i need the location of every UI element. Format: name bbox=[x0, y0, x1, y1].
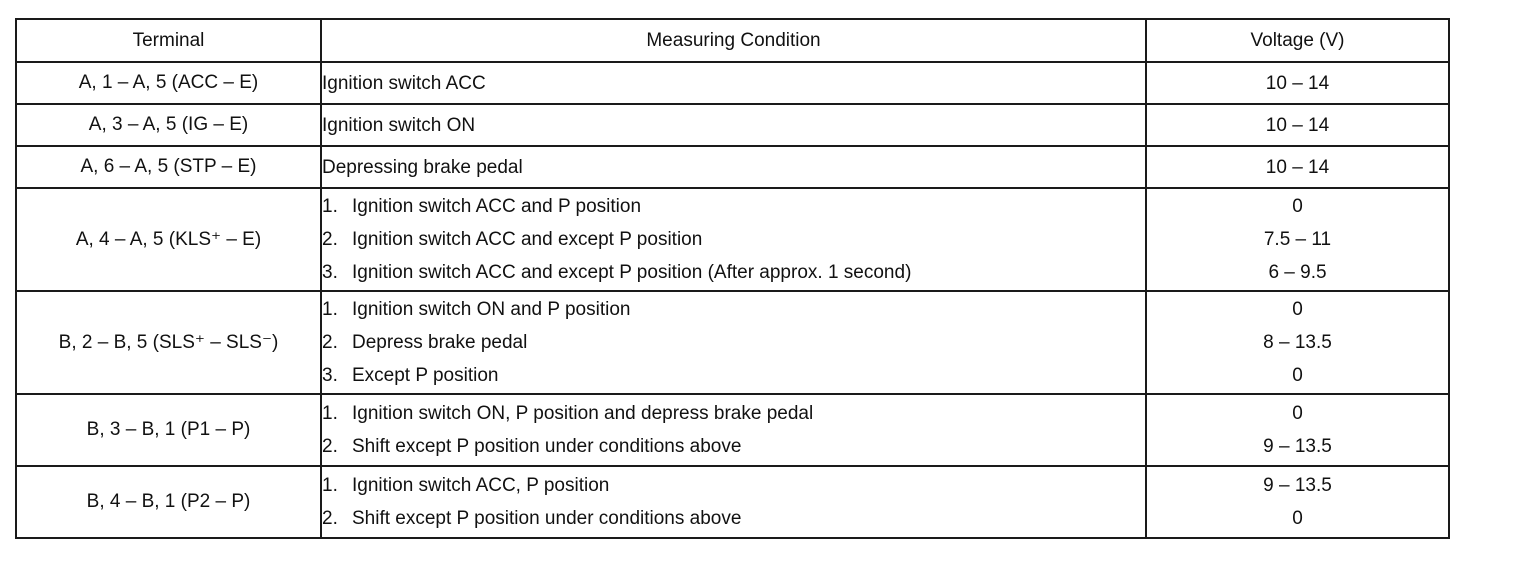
table-row bbox=[16, 104, 1449, 146]
condition-line bbox=[322, 190, 1145, 223]
voltage-cell bbox=[1146, 394, 1449, 466]
condition-line bbox=[322, 293, 1145, 326]
voltage-value: 8 – 13.5 bbox=[1263, 332, 1332, 353]
voltage-value: 10 – 14 bbox=[1265, 156, 1330, 178]
voltage-cell bbox=[1146, 188, 1449, 291]
table-row bbox=[16, 188, 1449, 291]
terminal-cell: B, 3 – B, 1 (P1 – P) bbox=[16, 394, 321, 466]
terminal-cell: A, 3 – A, 5 (IG – E) bbox=[16, 104, 321, 146]
condition-line bbox=[322, 397, 1145, 430]
condition-number: 2. bbox=[322, 508, 338, 529]
condition-line bbox=[322, 326, 1145, 359]
voltage-value: 9 – 13.5 bbox=[1263, 475, 1332, 496]
condition-text: Except P position bbox=[352, 365, 499, 386]
condition-text: Ignition switch ON bbox=[322, 114, 476, 136]
header-measuring-condition: Measuring Condition bbox=[321, 19, 1146, 62]
condition-number: 1. bbox=[322, 475, 338, 496]
voltage-value: 0 bbox=[1292, 196, 1303, 217]
header-row bbox=[16, 19, 1449, 62]
terminal-cell: A, 6 – A, 5 (STP – E) bbox=[16, 146, 321, 188]
condition-number: 3. bbox=[322, 365, 338, 386]
condition-cell bbox=[321, 104, 1146, 146]
voltage-value: 9 – 13.5 bbox=[1263, 436, 1332, 457]
voltage-cell bbox=[1146, 62, 1449, 104]
voltage-cell bbox=[1146, 104, 1449, 146]
header-terminal: Terminal bbox=[16, 19, 321, 62]
voltage-value: 0 bbox=[1292, 299, 1303, 320]
condition-number: 1. bbox=[322, 299, 338, 320]
voltage-cell bbox=[1146, 146, 1449, 188]
condition-line bbox=[322, 502, 1145, 535]
condition-line bbox=[322, 469, 1145, 502]
terminal-cell: B, 4 – B, 1 (P2 – P) bbox=[16, 466, 321, 538]
table-row bbox=[16, 62, 1449, 104]
terminal-cell: A, 4 – A, 5 (KLS⁺ – E) bbox=[16, 188, 321, 291]
condition-text: Depress brake pedal bbox=[352, 332, 528, 353]
condition-text: Ignition switch ON and P position bbox=[352, 299, 631, 320]
condition-number: 3. bbox=[322, 262, 338, 283]
voltage-value: 0 bbox=[1292, 508, 1303, 529]
header-voltage: Voltage (V) bbox=[1146, 19, 1449, 62]
table-row bbox=[16, 394, 1449, 466]
condition-text: Ignition switch ACC and P position bbox=[352, 196, 642, 217]
table-row bbox=[16, 466, 1449, 538]
voltage-value: 6 – 9.5 bbox=[1268, 262, 1327, 283]
condition-cell bbox=[321, 291, 1146, 394]
condition-text: Ignition switch ACC, P position bbox=[352, 475, 610, 496]
voltage-value: 7.5 – 11 bbox=[1263, 229, 1332, 250]
condition-number: 2. bbox=[322, 332, 338, 353]
condition-number: 1. bbox=[322, 196, 338, 217]
condition-cell bbox=[321, 394, 1146, 466]
condition-text: Shift except P position under conditions above bbox=[352, 436, 742, 457]
voltage-value: 0 bbox=[1292, 365, 1303, 386]
voltage-cell bbox=[1146, 466, 1449, 538]
condition-line bbox=[322, 359, 1145, 392]
terminal-voltage-table bbox=[15, 18, 1450, 539]
table-row bbox=[16, 146, 1449, 188]
condition-number: 1. bbox=[322, 403, 338, 424]
voltage-cell bbox=[1146, 291, 1449, 394]
terminal-cell: A, 1 – A, 5 (ACC – E) bbox=[16, 62, 321, 104]
condition-cell bbox=[321, 62, 1146, 104]
condition-text: Ignition switch ACC and except P position bbox=[352, 229, 703, 250]
condition-number: 2. bbox=[322, 229, 338, 250]
condition-text: Shift except P position under conditions above bbox=[352, 508, 742, 529]
voltage-value: 10 – 14 bbox=[1265, 72, 1330, 94]
condition-line bbox=[322, 256, 1145, 289]
voltage-value: 0 bbox=[1292, 403, 1303, 424]
terminal-cell: B, 2 – B, 5 (SLS⁺ – SLS⁻) bbox=[16, 291, 321, 394]
condition-line bbox=[322, 430, 1145, 463]
condition-cell bbox=[321, 188, 1146, 291]
table-row bbox=[16, 291, 1449, 394]
condition-text: Ignition switch ACC bbox=[322, 72, 486, 94]
condition-text: Ignition switch ON, P position and depress brake pedal bbox=[352, 403, 814, 424]
condition-cell bbox=[321, 466, 1146, 538]
condition-cell bbox=[321, 146, 1146, 188]
condition-text: Ignition switch ACC and except P position (After approx. 1 second) bbox=[352, 262, 912, 283]
condition-text: Depressing brake pedal bbox=[322, 156, 523, 178]
condition-line bbox=[322, 223, 1145, 256]
voltage-value: 10 – 14 bbox=[1265, 114, 1330, 136]
condition-number: 2. bbox=[322, 436, 338, 457]
